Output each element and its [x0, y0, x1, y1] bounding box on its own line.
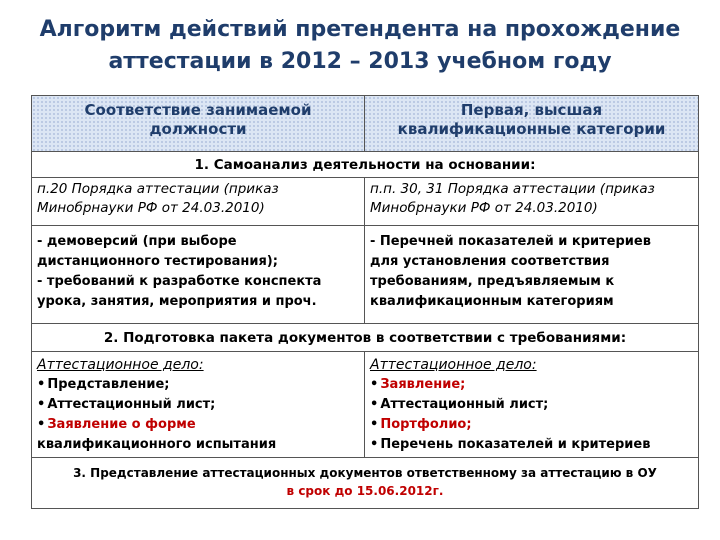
step-1-label: 1. Самоанализ деятельности на основании: — [194, 157, 536, 173]
item-text: Представление; — [47, 377, 170, 392]
page-title — [0, 14, 720, 78]
details-left-line: дистанционного тестирования); — [37, 254, 278, 269]
step-2-label: 2. Подготовка пакета документов в соответствии с требованиями: — [103, 330, 627, 346]
bullet-icon: • — [370, 397, 379, 412]
step-3-row — [32, 458, 698, 508]
header-left-line-1: Соответствие занимаемой — [84, 101, 312, 119]
basis-row — [32, 178, 698, 226]
algorithm-table — [31, 95, 699, 509]
header-right-line-1: Первая, высшая — [460, 101, 603, 119]
title-line-1: Алгоритм действий претендента на прохождение — [39, 17, 681, 42]
step-3-line-1: 3. Представление аттестационных документов ответственному за аттестацию в ОУ — [73, 466, 657, 480]
bullet-icon: • — [370, 437, 379, 452]
details-right-line: - Перечней показателей и критериев — [370, 234, 651, 249]
step-1-row — [32, 152, 698, 178]
basis-right-line-1: п.п. 30, 31 Порядка аттестации (приказ — [370, 181, 655, 197]
header-left-line-2: должности — [149, 120, 247, 138]
item-text: Перечень показателей и критериев — [380, 437, 651, 452]
dossier-left — [32, 352, 365, 457]
bullet-icon: • — [370, 377, 379, 392]
header-categories — [365, 96, 698, 151]
bullet-icon: • — [370, 417, 379, 432]
dossier-row — [32, 352, 698, 458]
dossier-right-item — [370, 435, 693, 455]
details-left-line: - требований к разработке конспекта — [37, 274, 322, 289]
dossier-right-title: Аттестационное дело: — [370, 357, 537, 373]
basis-left-line-1: п.20 Порядка аттестации (приказ — [37, 181, 279, 197]
item-text: Заявление; — [380, 377, 466, 392]
details-right — [365, 226, 698, 323]
dossier-left-item — [37, 375, 359, 395]
details-right-line: требованиям, предъявляемым к — [370, 274, 615, 289]
header-right-line-2: квалификационные категории — [397, 120, 666, 138]
header-position-compliance — [32, 96, 365, 151]
item-text: Аттестационный лист; — [380, 397, 549, 412]
dossier-right — [365, 352, 698, 457]
step-3-label — [32, 458, 698, 508]
basis-right — [365, 178, 698, 225]
details-right-line: для установления соответствия — [370, 254, 610, 269]
bullet-icon: • — [37, 417, 46, 432]
details-left-line: урока, занятия, мероприятия и проч. — [37, 294, 317, 309]
dossier-left-item — [37, 395, 359, 415]
item-text: квалификационного испытания — [37, 437, 277, 452]
basis-right-line-2: Минобрнауки РФ от 24.03.2010) — [370, 200, 598, 216]
details-row — [32, 226, 698, 324]
item-text: Аттестационный лист; — [47, 397, 216, 412]
step-3-deadline: в срок до 15.06.2012г. — [286, 484, 444, 498]
dossier-left-title: Аттестационное дело: — [37, 357, 204, 373]
dossier-right-item — [370, 395, 693, 415]
step-2-row — [32, 324, 698, 352]
item-text: Портфолио; — [380, 417, 472, 432]
bullet-icon: • — [37, 377, 46, 392]
basis-left-line-2: Минобрнауки РФ от 24.03.2010) — [37, 200, 265, 216]
details-right-line: квалификационным категориям — [370, 294, 614, 309]
dossier-left-item — [37, 435, 359, 455]
dossier-left-item — [37, 415, 359, 435]
item-text: Заявление о форме — [47, 417, 196, 432]
bullet-icon: • — [37, 397, 46, 412]
basis-left — [32, 178, 365, 225]
dossier-right-item — [370, 415, 693, 435]
header-row — [32, 96, 698, 152]
details-left — [32, 226, 365, 323]
title-line-2: аттестации в 2012 – 2013 учебном году — [108, 49, 612, 74]
details-left-line: - демоверсий (при выборе — [37, 234, 237, 249]
dossier-right-item — [370, 375, 693, 395]
